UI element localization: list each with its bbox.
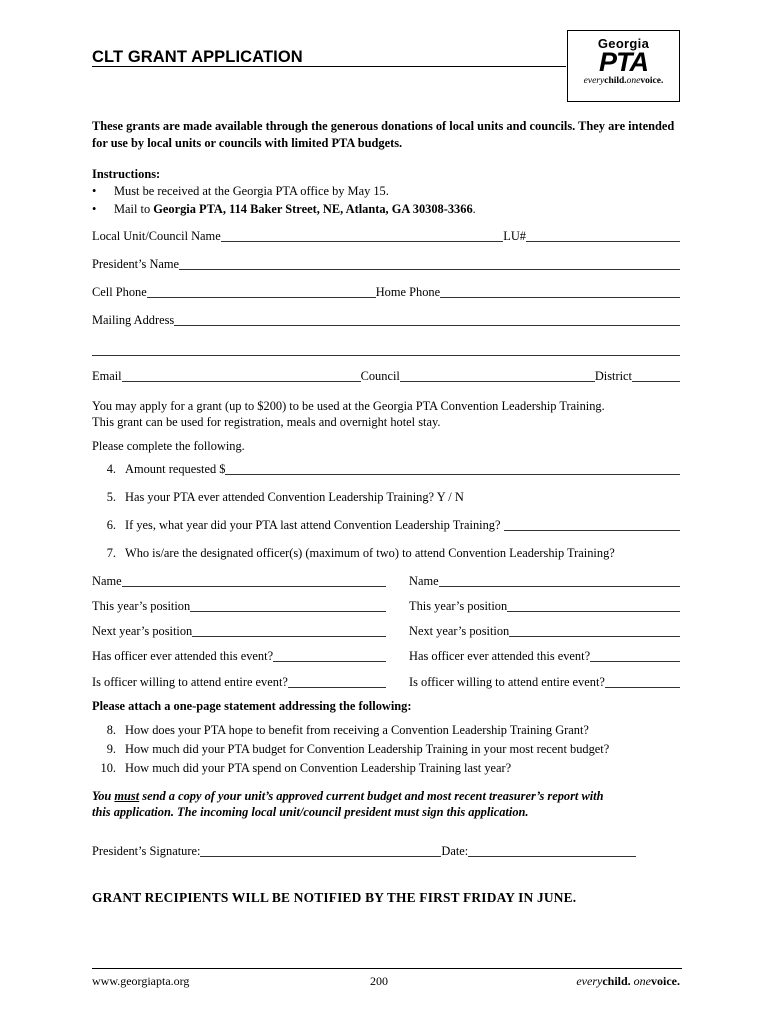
officer-2-name-row xyxy=(409,574,680,589)
email-row xyxy=(92,369,680,384)
logo-state: Georgia xyxy=(597,36,650,51)
officer-1-willing-field[interactable] xyxy=(288,687,386,688)
officer-2-next-year-row xyxy=(409,624,680,639)
instruction-item-deadline: • Must be received at the Georgia PTA office by May 15. xyxy=(92,184,389,198)
question-5-row: 5. Has your PTA ever attended Convention Leadership Training? Y / N xyxy=(106,490,464,504)
officer-1-name-row xyxy=(92,574,386,589)
cell-phone-label: Cell Phone xyxy=(92,285,147,299)
footer-tagline: everychild. onevoice. xyxy=(576,974,680,988)
statement-item-10: 10. How much did your PTA spend on Convention Leadership Training last year? xyxy=(100,761,512,775)
signature-label: President’s Signature: xyxy=(92,844,201,858)
president-field[interactable] xyxy=(179,269,680,270)
officer-2-attended-row xyxy=(409,649,680,664)
officer-2-this-year-field[interactable] xyxy=(507,611,680,612)
instructions-heading: Instructions: xyxy=(92,167,161,181)
question-4-row: 4. Amount requested $ xyxy=(92,462,680,477)
cell-phone-field[interactable] xyxy=(147,297,376,298)
question-6-row: 6. If yes, what year did your PTA last attend Convention Leadership Training? xyxy=(92,518,680,533)
district-field[interactable] xyxy=(632,381,680,382)
email-label: Email xyxy=(92,369,122,383)
notification-notice: GRANT RECIPIENTS WILL BE NOTIFIED BY THE FIRST FRIDAY IN JUNE. xyxy=(92,890,577,905)
officer-1-name-field[interactable] xyxy=(122,586,386,587)
amount-requested-field[interactable] xyxy=(225,474,680,475)
officer-1-name-label: Name xyxy=(92,574,122,588)
grant-description-line2: This grant can be used for registration, meals and overnight hotel stay. xyxy=(92,415,441,429)
officer-2-this-year-row xyxy=(409,599,680,614)
statement-item-8: 8. How does your PTA hope to benefit from receiving a Convention Leadership Training Grant? xyxy=(106,723,589,737)
officer-1-attended-label: Has officer ever attended this event? xyxy=(92,649,274,663)
title-underline xyxy=(92,66,566,67)
officer-1-next-year-row xyxy=(92,624,386,639)
officer-1-next-year-field[interactable] xyxy=(192,636,386,637)
officer-1-willing-row xyxy=(92,675,386,690)
question-7-row: 7. Who is/are the designated officer(s) (maximum of two) to attend Convention Leadership Training? xyxy=(106,546,615,560)
grant-description-line1: You may apply for a grant (up to $200) to be used at the Georgia PTA Convention Leadership Training. xyxy=(92,399,605,413)
president-row xyxy=(92,257,680,272)
requirement-line2: this application. The incoming local unit/council president must sign this application. xyxy=(92,805,529,819)
local-unit-label: Local Unit/Council Name xyxy=(92,229,221,243)
question-6-label: If yes, what year did your PTA last attend Convention Leadership Training? xyxy=(125,518,501,532)
phone-row xyxy=(92,285,680,300)
requirement-line1: You must send a copy of your unit’s approved current budget and most recent treasurer’s report with xyxy=(92,789,604,803)
question-7-label: Who is/are the designated officer(s) (maximum of two) to attend Convention Leadership Training? xyxy=(125,546,615,560)
council-label: Council xyxy=(360,369,400,383)
statement-item-9: 9. How much did your PTA budget for Convention Leadership Training in your most recent budget? xyxy=(106,742,610,756)
date-label: Date: xyxy=(441,844,469,858)
officer-2-attended-label: Has officer ever attended this event? xyxy=(409,649,591,663)
logo-tagline: everychild.onevoice. xyxy=(583,76,664,86)
officer-2-name-field[interactable] xyxy=(439,586,680,587)
officer-2-next-year-label: Next year’s position xyxy=(409,624,510,638)
instruction-item-mail: • Mail to Georgia PTA, 114 Baker Street, NE, Atlanta, GA 30308-3366. xyxy=(92,202,476,216)
officer-1-willing-label: Is officer willing to attend entire event? xyxy=(92,675,288,689)
officer-2-next-year-field[interactable] xyxy=(509,636,680,637)
date-field[interactable] xyxy=(468,856,636,857)
statement-heading: Please attach a one-page statement addressing the following: xyxy=(92,699,412,713)
signature-row xyxy=(92,844,636,859)
mailing-address-text: Georgia PTA, 114 Baker Street, NE, Atlanta, GA 30308-3366 xyxy=(153,202,473,216)
officer-1-attended-field[interactable] xyxy=(273,661,386,662)
officer-2-this-year-label: This year’s position xyxy=(409,599,508,613)
logo-org: PTA xyxy=(599,47,648,77)
home-phone-label: Home Phone xyxy=(375,285,441,299)
question-4-label: Amount requested $ xyxy=(125,462,226,476)
president-label: President’s Name xyxy=(92,257,180,271)
last-attended-year-field[interactable] xyxy=(504,530,680,531)
officer-2-willing-field[interactable] xyxy=(605,687,680,688)
lu-label: LU# xyxy=(503,229,526,243)
home-phone-field[interactable] xyxy=(440,297,680,298)
signature-field[interactable] xyxy=(200,856,441,857)
officer-2-attended-field[interactable] xyxy=(590,661,680,662)
footer-website: www.georgiapta.org xyxy=(92,974,190,988)
footer-page-number: 200 xyxy=(370,974,388,988)
officer-1-attended-row xyxy=(92,649,386,664)
local-unit-row xyxy=(92,229,680,244)
lu-field[interactable] xyxy=(526,241,680,242)
mailing-address-field-line2[interactable] xyxy=(92,355,680,356)
mailing-address-row xyxy=(92,313,680,328)
email-field[interactable] xyxy=(122,381,361,382)
district-label: District xyxy=(594,369,632,383)
officer-1-this-year-field[interactable] xyxy=(190,611,386,612)
officer-1-this-year-row xyxy=(92,599,386,614)
intro-text: These grants are made available through the generous donations of local units and councils. They are intended for use by local units or councils with limited PTA budgets. xyxy=(92,119,675,150)
mailing-address-label: Mailing Address xyxy=(92,313,175,327)
page-title: CLT GRANT APPLICATION xyxy=(92,48,303,66)
georgia-pta-logo xyxy=(567,30,680,102)
mailing-address-field[interactable] xyxy=(174,325,680,326)
officer-1-this-year-label: This year’s position xyxy=(92,599,191,613)
officer-2-name-label: Name xyxy=(409,574,439,588)
question-5-label: Has your PTA ever attended Convention Leadership Training? Y / N xyxy=(125,490,464,504)
footer-divider xyxy=(92,968,682,969)
council-field[interactable] xyxy=(400,381,595,382)
officer-2-willing-row xyxy=(409,675,680,690)
local-unit-field[interactable] xyxy=(221,241,504,242)
officer-2-willing-label: Is officer willing to attend entire event? xyxy=(409,675,605,689)
officer-1-next-year-label: Next year’s position xyxy=(92,624,193,638)
please-complete-text: Please complete the following. xyxy=(92,439,245,453)
